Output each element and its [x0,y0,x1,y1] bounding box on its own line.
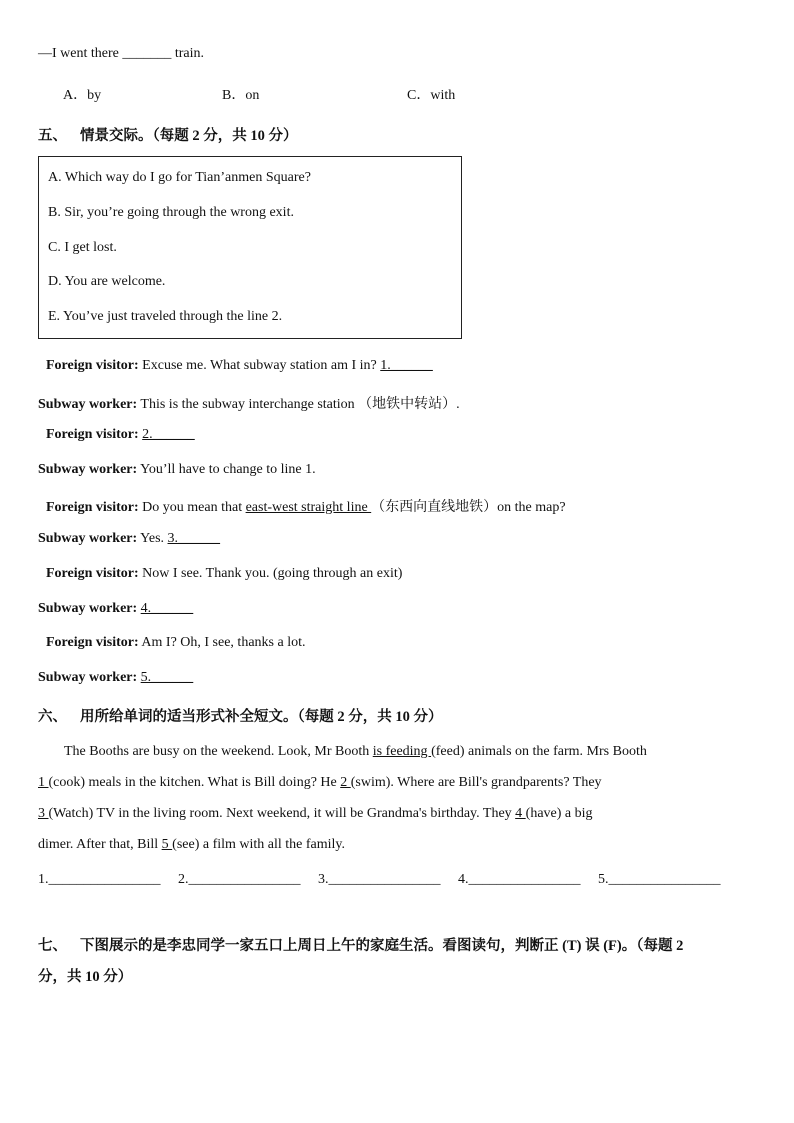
blank-4: 4 [515,806,526,821]
passage-line-2 [38,775,756,791]
option-a: A．by [63,88,102,103]
passage-text: The Booths are busy on the weekend. Look, Mr Booth [64,744,373,759]
choice-c: C. I get lost. [48,240,117,255]
answer-blank-2[interactable]: 2.________________ [178,872,301,887]
line-text: This is the subway interchange station （地铁中转站）. [140,397,460,412]
line-text: You’ll have to change to line 1. [140,462,316,477]
line-text-tail: （东西向直线地铁）on the map? [371,500,566,515]
dialogue-line [46,427,195,443]
speaker: Subway worker: [38,601,138,616]
line-text: Am I? Oh, I see, thanks a lot. [141,635,306,650]
speaker: Foreign visitor: [46,635,139,650]
answer-blank: 1.______ [380,358,433,373]
passage-text: (see) a film with all the family. [172,837,346,852]
underlined-term: east-west straight line [245,500,372,515]
section-title-cont: 分，共 10 分） [38,969,133,985]
answer-blank: 2.______ [142,427,195,442]
dialogue-line [38,601,193,617]
section-title: 情景交际。（每题 2 分，共 10 分） [80,128,298,144]
passage-line-1 [64,744,754,760]
answer-blanks-row [38,872,738,888]
answer-blank-3[interactable]: 3.________________ [318,872,441,887]
option-c: C．with [407,88,456,103]
section-title: 用所给单词的适当形式补全短文。（每题 2 分，共 10 分） [80,709,443,725]
dialogue-line [38,531,220,547]
choice-d: D. You are welcome. [48,274,166,289]
passage-text: (have) a big [525,806,593,821]
passage-text: (feed) animals on the farm. Mrs Booth [431,744,647,759]
choice-a: A. Which way do I go for Tian’anmen Square? [48,170,311,185]
speaker: Foreign visitor: [46,566,139,581]
section-number: 六、 [38,709,67,725]
blank-2: 2 [340,775,351,790]
line-text: Now I see. Thank you. (going through an exit) [142,566,403,581]
dialogue-line [46,566,402,582]
speaker: Foreign visitor: [46,358,139,373]
example-answer: is feeding [372,744,432,759]
passage-line-3 [38,806,756,822]
section-5-heading [38,124,298,145]
dialogue-line [46,496,566,516]
answer-blank-1[interactable]: 1.________________ [38,872,161,887]
line-text: Do you mean that [142,500,246,515]
speaker: Subway worker: [38,462,138,477]
section-6-heading [38,705,443,726]
blank-5: 5 [161,837,173,852]
section-number: 七、 [38,938,67,954]
answer-blank: 3.______ [167,531,221,546]
blank-1: 1 [38,775,49,790]
dialogue-line [46,635,305,651]
passage-text: (Watch) TV in the living room. Next weekend, it will be Grandma's birthday. They [48,806,516,821]
section-title: 下图展示的是李忠同学一家五口上周日上午的家庭生活。看图读句，判断正 (T) 误 (F)。（每题 2 [80,938,684,954]
blank-3: 3 [38,806,49,821]
passage-text: (swim). Where are Bill's grandparents? They [350,775,602,790]
choice-e: E. You’ve just traveled through the line 2. [48,309,283,324]
speaker: Subway worker: [38,531,138,546]
option-b: B．on [222,88,260,103]
passage-line-4 [38,837,756,853]
dialogue-line [46,358,433,374]
speaker: Subway worker: [38,397,138,412]
answer-blank: 5.______ [140,670,194,685]
answer-blank-4[interactable]: 4.________________ [458,872,581,887]
dialogue-line [38,670,193,686]
dialogue-line [38,393,460,413]
answer-blank-5[interactable]: 5.________________ [598,872,721,887]
section-7-heading [38,934,683,955]
line-text: Excuse me. What subway station am I in? [142,358,381,373]
answer-blank: 4.______ [140,601,194,616]
section-number: 五、 [38,128,67,144]
choices-box [38,156,462,339]
question-stem: —I went there _______ train. [38,46,205,61]
dialogue-line [38,462,316,478]
speaker: Foreign visitor: [46,427,139,442]
passage-text: (cook) meals in the kitchen. What is Bill doing? He [48,775,341,790]
section-7-heading-cont [38,965,132,986]
line-text: Yes. [140,531,168,546]
choice-b: B. Sir, you’re going through the wrong exit. [48,205,294,220]
passage-text: dimer. After that, Bill [38,837,162,852]
speaker: Subway worker: [38,670,138,685]
speaker: Foreign visitor: [46,500,139,515]
